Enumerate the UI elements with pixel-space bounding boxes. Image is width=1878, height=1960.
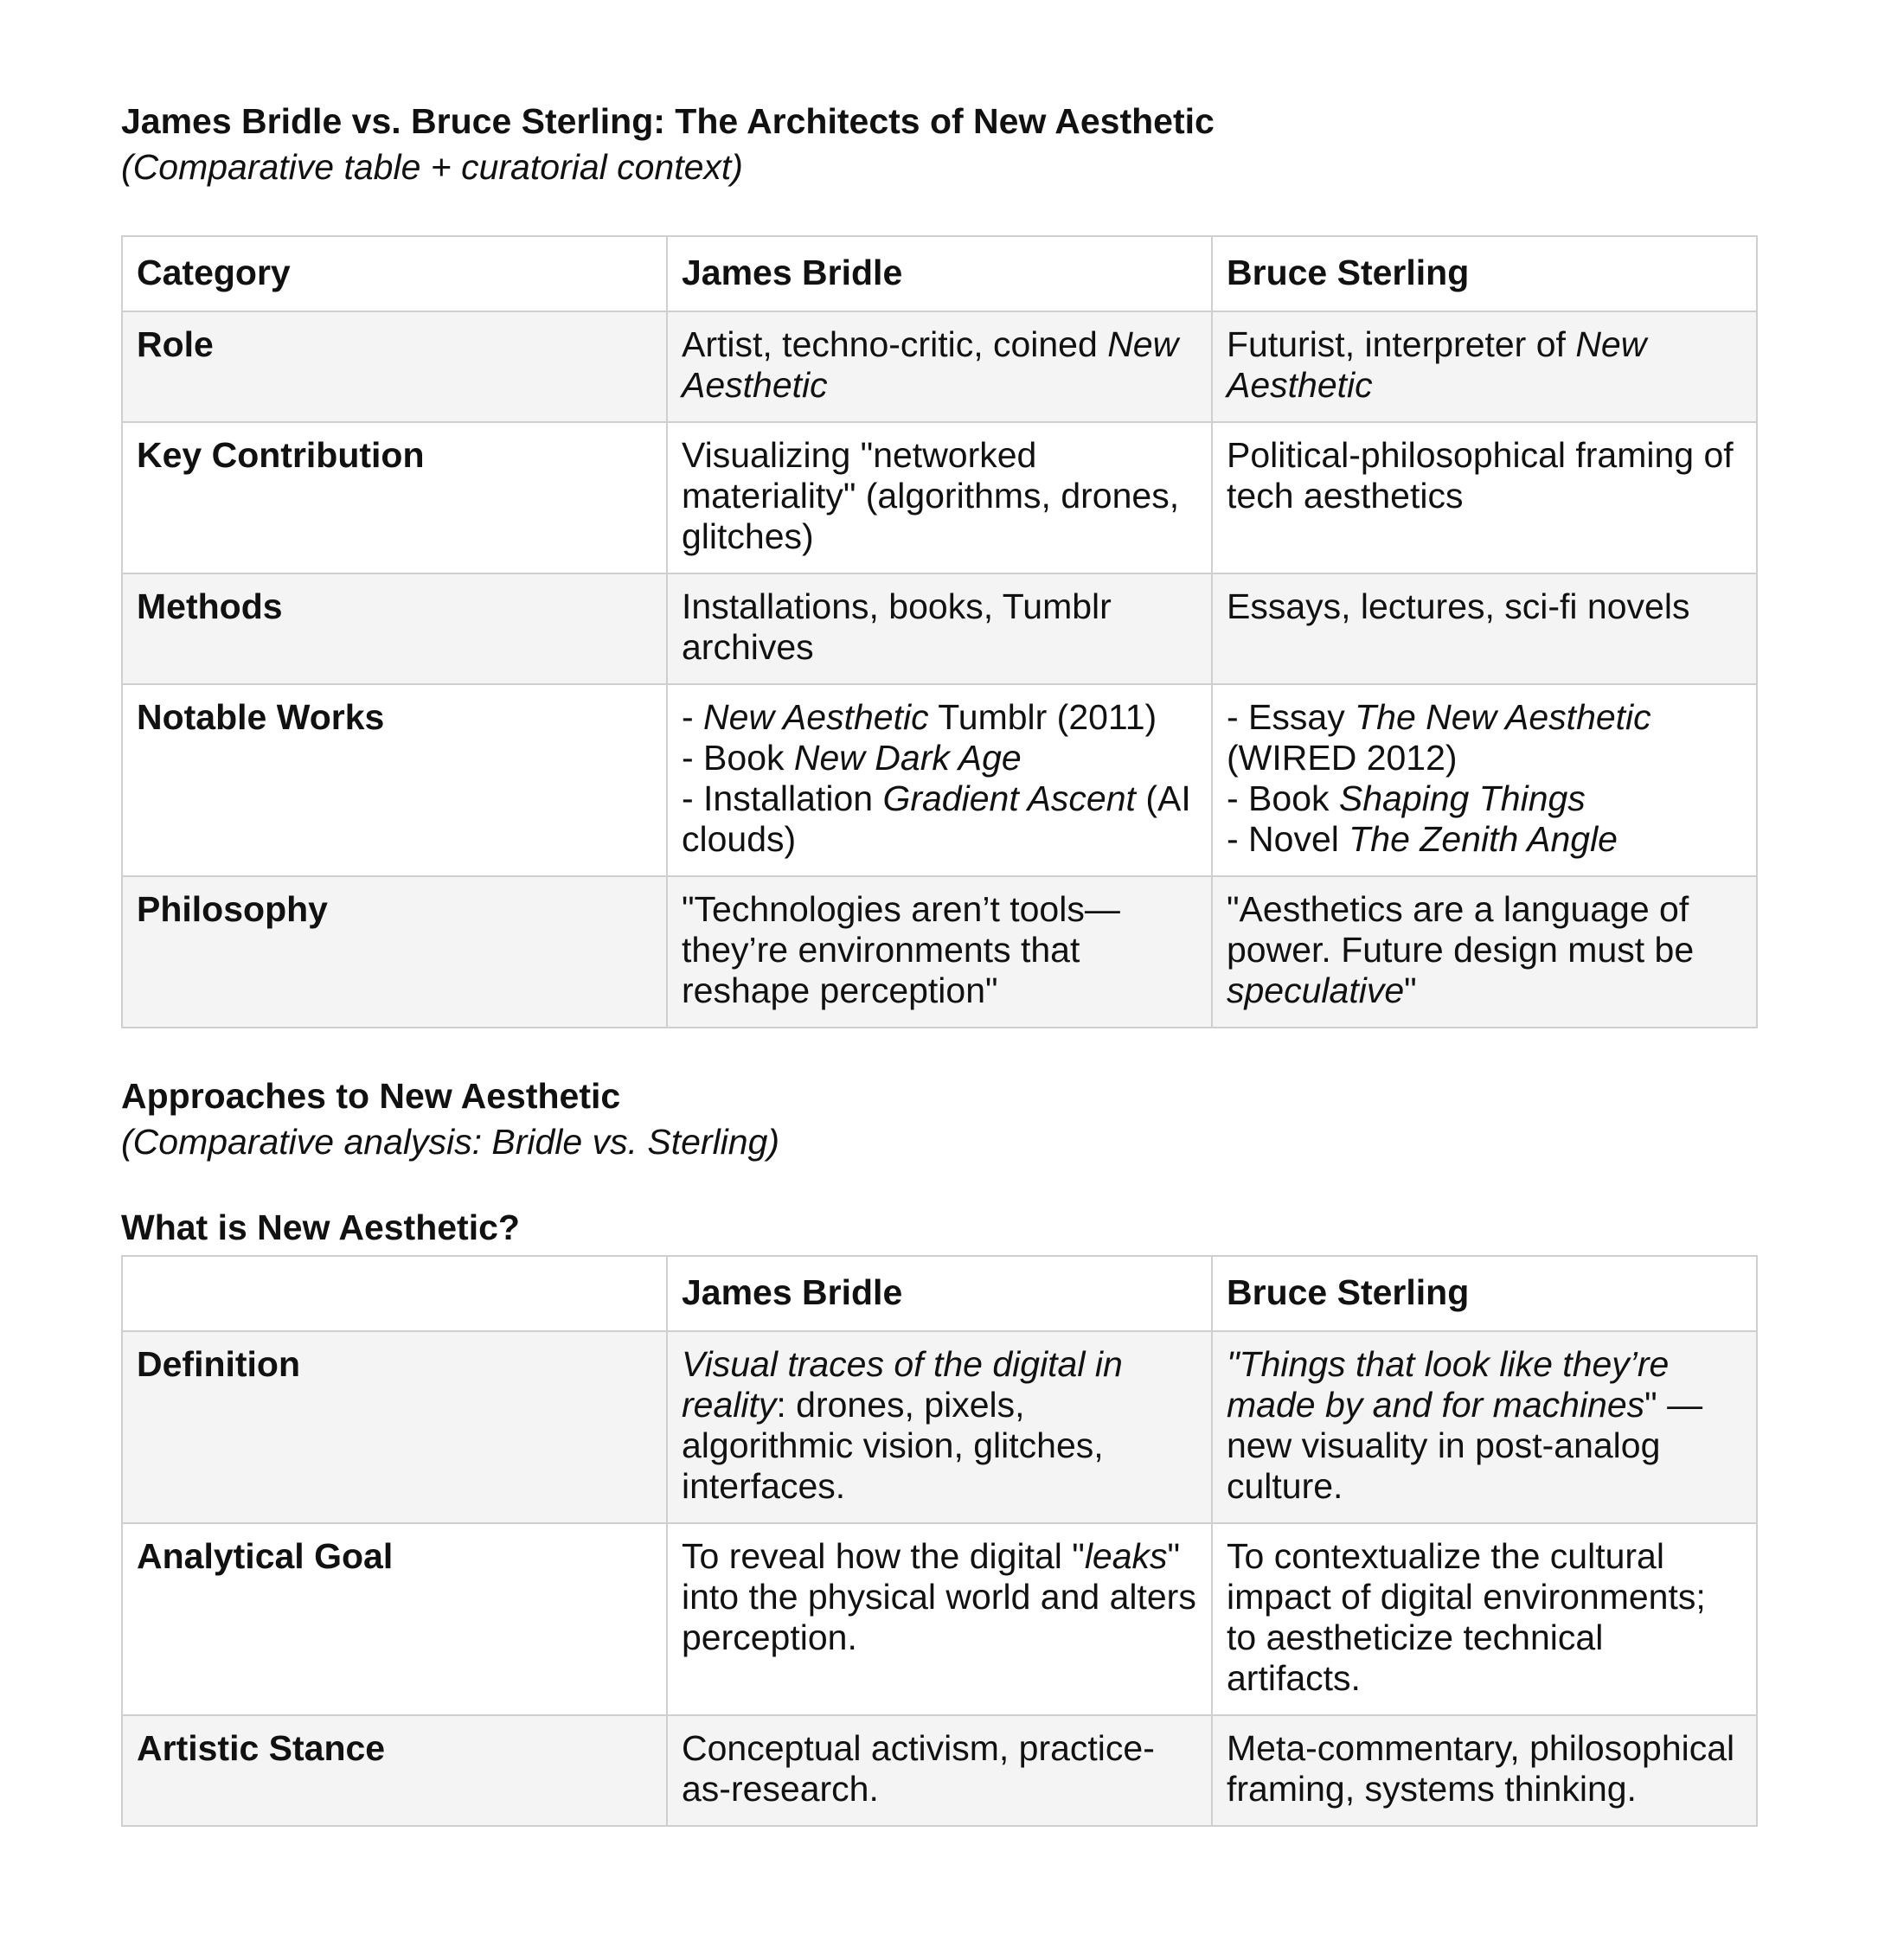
text-run: (AI clouds) — [682, 778, 1191, 859]
italic-run: "Things that look like they’re made by and for machines — [1227, 1344, 1670, 1425]
document-page — [121, 97, 1756, 1827]
sterling-cell — [1212, 684, 1757, 876]
work-item — [682, 738, 1197, 778]
table-header-row — [122, 236, 1757, 311]
sterling-cell — [1212, 311, 1757, 422]
sterling-cell — [1212, 1331, 1757, 1523]
italic-run: New Aesthetic — [703, 697, 929, 737]
bridle-cell: Conceptual activism, practice-as-research. — [667, 1715, 1212, 1826]
row-label: Role — [122, 311, 667, 422]
header-bruce-sterling: Bruce Sterling — [1212, 236, 1757, 311]
sterling-cell — [1212, 876, 1757, 1028]
italic-run: New Dark Age — [793, 738, 1022, 778]
text-run: "Aesthetics are a language of power. Future design must be — [1227, 889, 1695, 970]
sterling-cell: Meta-commentary, philosophical framing, systems thinking. — [1212, 1715, 1757, 1826]
bridle-cell: Installations, books, Tumblr archives — [667, 573, 1212, 684]
bridle-cell: Visualizing "networked materiality" (algorithms, drones, glitches) — [667, 422, 1212, 573]
row-label: Philosophy — [122, 876, 667, 1028]
row-label: Artistic Stance — [122, 1715, 667, 1826]
header-james-bridle: James Bridle — [667, 236, 1212, 311]
text-run: Tumblr (2011) — [928, 697, 1157, 737]
text-run: (WIRED 2012) — [1227, 738, 1458, 778]
italic-run: leaks — [1084, 1536, 1168, 1576]
work-item — [682, 778, 1197, 860]
row-label: Notable Works — [122, 684, 667, 876]
page-title: James Bridle vs. Bruce Sterling: The Architects of New Aesthetic — [121, 101, 1215, 141]
table-row-artistic-stance — [122, 1715, 1757, 1826]
header-category: Category — [122, 236, 667, 311]
table-row-philosophy — [122, 876, 1757, 1028]
row-label: Definition — [122, 1331, 667, 1523]
sterling-cell: Essays, lectures, sci-fi novels — [1212, 573, 1757, 684]
italic-run: Shaping Things — [1338, 778, 1586, 818]
section-title-approaches: Approaches to New Aesthetic — [121, 1076, 621, 1116]
text-run: - Novel — [1227, 819, 1349, 859]
bridle-cell — [667, 311, 1212, 422]
section-subtitle-approaches: (Comparative analysis: Bridle vs. Sterling) — [121, 1122, 780, 1162]
row-label: Analytical Goal — [122, 1523, 667, 1715]
section-title-what-is: What is New Aesthetic? — [121, 1207, 520, 1247]
text-run: " — [1404, 970, 1417, 1010]
italic-run: New Aesthetic — [1227, 324, 1647, 405]
work-item — [1227, 778, 1742, 819]
italic-run: The New Aesthetic — [1355, 697, 1651, 737]
text-run: - Book — [682, 738, 794, 778]
text-run: - Installation — [682, 778, 883, 818]
bridle-cell — [667, 1331, 1212, 1523]
sterling-cell: Political-philosophical framing of tech aesthetics — [1212, 422, 1757, 573]
definitions-comparison-table — [121, 1255, 1758, 1827]
table-row-methods — [122, 573, 1757, 684]
text-run: To reveal how the digital " — [682, 1536, 1085, 1576]
table-row-key-contribution — [122, 422, 1757, 573]
italic-run: Visual traces of the digital in reality — [682, 1344, 1123, 1425]
text-run: " — new visuality in post-analog culture. — [1227, 1385, 1703, 1506]
row-label: Methods — [122, 573, 667, 684]
text-run: - — [682, 697, 704, 737]
architects-comparison-table — [121, 235, 1758, 1028]
header-james-bridle: James Bridle — [667, 1256, 1212, 1331]
table-header-row — [122, 1256, 1757, 1331]
text-run: : drones, pixels, algorithmic vision, glitches, interfaces. — [682, 1385, 1104, 1506]
table-row-role — [122, 311, 1757, 422]
table-row-analytical-goal — [122, 1523, 1757, 1715]
sterling-cell: To contextualize the cultural impact of digital environments; to aestheticize technical artifacts. — [1212, 1523, 1757, 1715]
page-subtitle: (Comparative table + curatorial context) — [121, 147, 743, 187]
table-row-notable-works — [122, 684, 1757, 876]
row-label: Key Contribution — [122, 422, 667, 573]
work-item — [1227, 697, 1742, 778]
italic-run: Gradient Ascent — [882, 778, 1136, 818]
italic-run: speculative — [1227, 970, 1405, 1010]
table-row-definition — [122, 1331, 1757, 1523]
bridle-cell — [667, 1523, 1212, 1715]
italic-run: New Aesthetic — [682, 324, 1179, 405]
text-run: Futurist, interpreter of — [1227, 324, 1576, 364]
text-run: Artist, techno-critic, coined — [682, 324, 1108, 364]
text-run: " into the physical world and alters perception. — [682, 1536, 1196, 1657]
italic-run: The Zenith Angle — [1349, 819, 1618, 859]
text-run: - Essay — [1227, 697, 1356, 737]
header-bruce-sterling: Bruce Sterling — [1212, 1256, 1757, 1331]
work-item — [682, 697, 1197, 738]
text-run: - Book — [1227, 778, 1339, 818]
work-item — [1227, 819, 1742, 860]
bridle-cell: "Technologies aren’t tools—they’re environments that reshape perception" — [667, 876, 1212, 1028]
bridle-cell — [667, 684, 1212, 876]
header-empty — [122, 1256, 667, 1331]
